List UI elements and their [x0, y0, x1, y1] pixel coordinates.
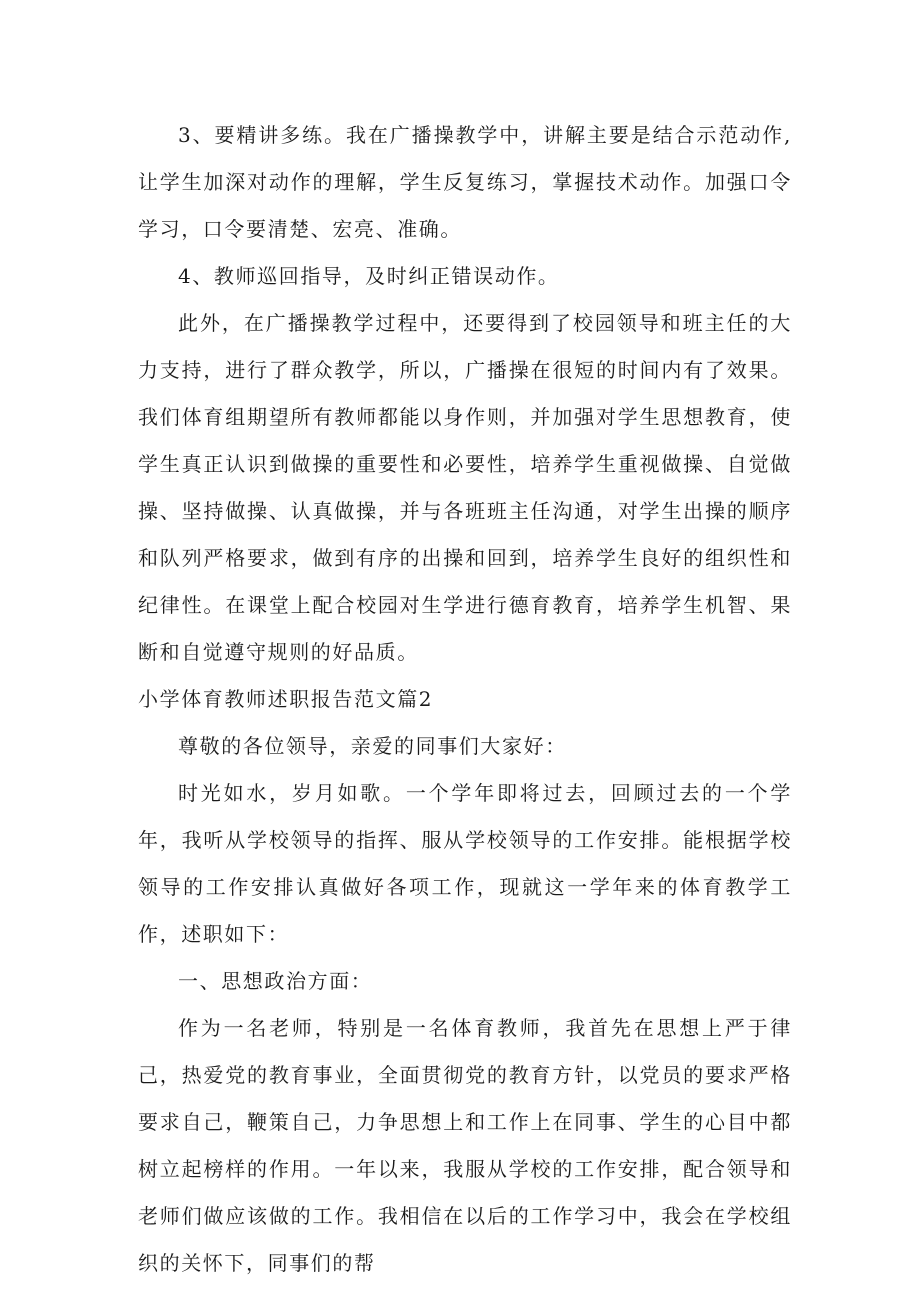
- paragraph-step-4: 4、教师巡回指导，及时纠正错误动作。: [178, 264, 560, 288]
- paragraph-additionally: 此外，在广播操教学过程中，还要得到了校园领导和班主任的大力支持，进行了群众教学，所以，广播操在很短的时间内有了效果。我们体育组期望所有教师都能以身作则，并加强对学生思想教育，使学生真正认识到做操的重要性和必要性，培养学生重视做操、自觉做操、坚持做操、认真做操，并与各班班主任沟通，对学生出操的顺序和队列严格要求，做到有序的出操和回到，培养学生良好的组织性和纪律性。在课堂上配合校园对生学进行德育教育，培养学生机智、果断和自觉遵守规则的好品质。: [138, 311, 792, 664]
- paragraph-intro: 时光如水，岁月如歌。一个学年即将过去，回顾过去的一个学年，我听从学校领导的指挥、服从学校领导的工作安排。能根据学校领导的工作安排认真做好各项工作，现就这一学年来的体育教学工作，述职如下：: [138, 781, 792, 946]
- paragraph-step-3: 3、要精讲多练。我在广播操教学中，讲解主要是结合示范动作,让学生加深对动作的理解，学生反复练习，掌握技术动作。加强口令学习，口令要清楚、宏亮、准确。: [138, 123, 792, 241]
- paragraph-politics-body: 作为一名老师，特别是一名体育教师，我首先在思想上严于律己，热爱党的教育事业，全面贯彻党的教育方针，以党员的要求严格要求自己，鞭策自己，力争思想上和工作上在同事、学生的心目中都树立起榜样的作用。一年以来，我服从学校的工作安排，配合领导和老师们做应该做的工作。我相信在以后的工作学习中，我会在学校组织的关怀下，同事们的帮: [138, 1016, 792, 1275]
- paragraph-greeting: 尊敬的各位领导，亲爱的同事们大家好：: [178, 734, 567, 758]
- document-body: [138, 112, 792, 1287]
- section-title: 小学体育教师述职报告范文篇2: [138, 687, 434, 711]
- paragraph-subheading-politics: 一、思想政治方面：: [178, 969, 373, 993]
